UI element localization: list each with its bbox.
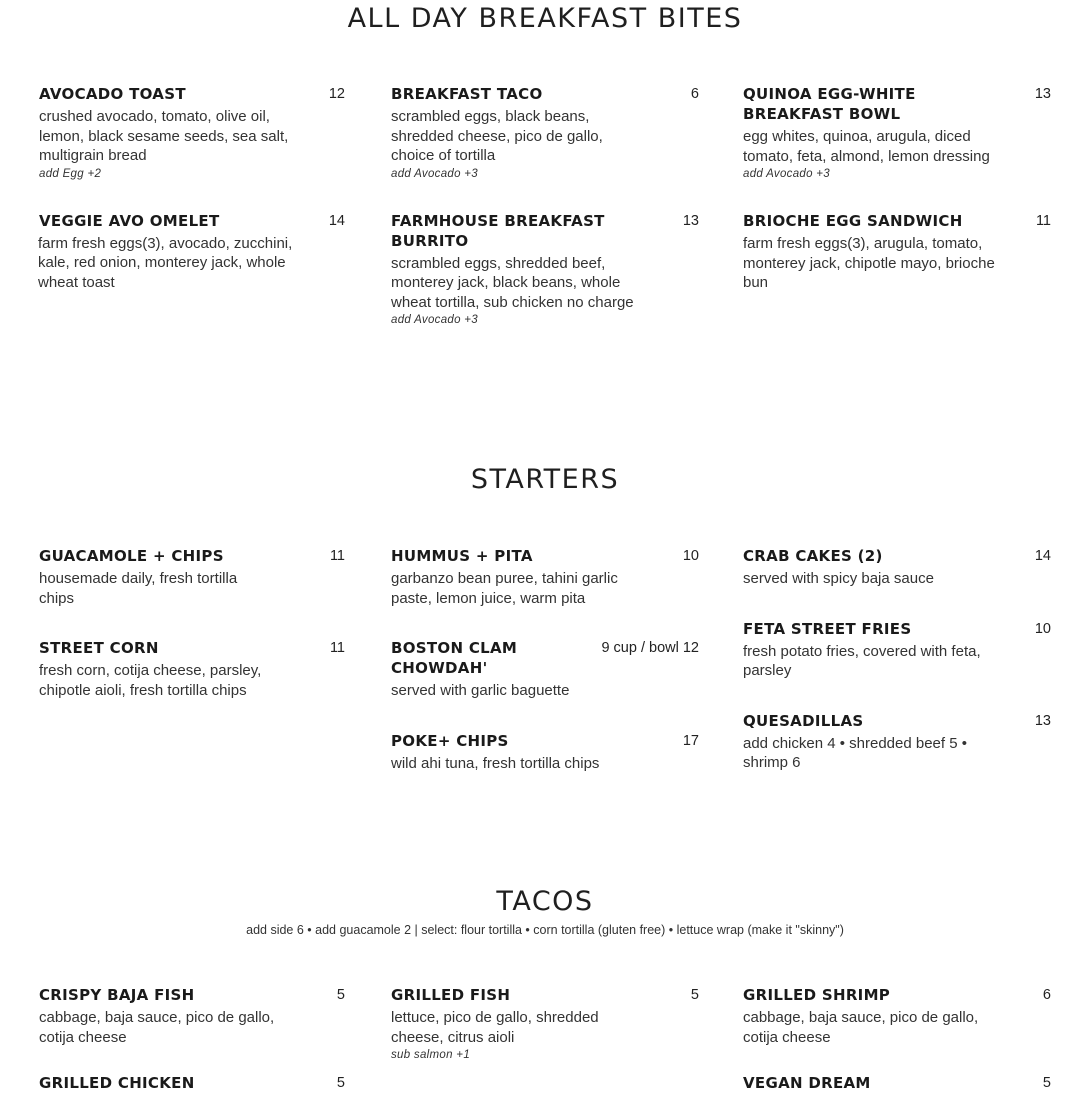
item-price: 14	[1034, 548, 1051, 564]
menu-item	[391, 546, 703, 608]
section-note-tacos: add side 6 • add guacamole 2 | select: flour tortilla • corn tortilla (gluten free) • lettuce wrap (make it "skinny")	[246, 923, 844, 937]
menu-item	[743, 211, 1051, 293]
item-price: 13	[682, 212, 699, 229]
item-description: housemade daily, fresh tortilla chips	[39, 570, 238, 607]
menu-item	[39, 985, 351, 1047]
menu-item	[743, 985, 1051, 1047]
item-price: 10	[1034, 620, 1051, 637]
item-description: served with garlic baguette	[391, 682, 570, 699]
item-price: 5	[336, 987, 345, 1003]
item-name: CRISPY BAJA FISH	[39, 986, 195, 1004]
item-price: 17	[682, 732, 699, 749]
section-title-breakfast: ALL DAY BREAKFAST BITES	[347, 3, 743, 34]
item-price: 6	[690, 86, 699, 102]
item-description: scrambled eggs, shredded beef, monterey jack, black beans, whole wheat tortilla, sub chicken no charge	[391, 254, 634, 311]
item-addon: sub salmon +1	[391, 1049, 471, 1061]
menu-item	[39, 211, 351, 293]
item-description: add chicken 4 • shredded beef 5 • shrimp 6	[743, 734, 967, 771]
item-name: FETA STREET FRIES	[743, 619, 912, 638]
item-addon: add Avocado +3	[743, 168, 831, 180]
section-title-starters: STARTERS	[470, 464, 620, 495]
item-name: GRILLED SHRIMP	[743, 986, 891, 1004]
item-price: 11	[1035, 213, 1051, 229]
starters-column-2	[391, 546, 703, 773]
breakfast-column-3	[743, 84, 1051, 293]
item-description: cabbage, baja sauce, pico de gallo, cotija cheese	[743, 1009, 979, 1046]
item-name: HUMMUS + PITA	[391, 547, 533, 565]
item-name: QUESADILLAS	[743, 711, 864, 730]
menu-item	[743, 84, 1051, 180]
item-price: 10	[682, 548, 699, 564]
menu-item	[391, 638, 703, 701]
tacos-column-2	[391, 985, 703, 1061]
item-description: farm fresh eggs(3), avocado, zucchini, kale, red onion, monterey jack, whole wheat toast	[38, 234, 293, 291]
item-price: 6	[1042, 987, 1051, 1003]
section-title-tacos: TACOS	[496, 886, 594, 917]
breakfast-column-2	[391, 84, 703, 326]
item-price: 5	[336, 1075, 345, 1091]
menu-item	[39, 546, 351, 608]
item-name: VEGGIE AVO OMELET	[39, 211, 220, 230]
starters-column-1	[39, 546, 351, 700]
item-price: 5	[1042, 1075, 1051, 1091]
item-description: served with spicy baja sauce	[743, 570, 934, 587]
breakfast-column-1	[39, 84, 351, 292]
menu-item	[39, 84, 351, 180]
menu-item	[743, 619, 1051, 681]
item-price: 5	[690, 987, 699, 1003]
menu-item	[743, 546, 1051, 589]
menu-item	[391, 985, 703, 1061]
item-name: VEGAN DREAM	[743, 1074, 871, 1092]
item-description: crushed avocado, tomato, olive oil, lemon, black sesame seeds, sea salt, multigrain bread	[39, 108, 289, 164]
item-name: BREAKFAST TACO	[391, 85, 543, 103]
item-description: lettuce, pico de gallo, shredded cheese, citrus aioli	[391, 1009, 599, 1046]
item-price: 9 cup / bowl 12	[601, 640, 699, 656]
item-name: BOSTON CLAM CHOWDAH'	[391, 639, 518, 677]
menu-item	[39, 638, 351, 700]
item-description: farm fresh eggs(3), arugula, tomato, monterey jack, chipotle mayo, brioche bun	[743, 235, 995, 291]
item-name: STREET CORN	[39, 639, 159, 657]
item-price: 11	[329, 548, 345, 564]
item-name: BRIOCHE EGG SANDWICH	[743, 212, 963, 230]
menu-item	[391, 731, 703, 774]
menu-item	[391, 211, 703, 327]
menu-item	[391, 84, 703, 180]
item-addon: add Avocado +3	[391, 314, 479, 326]
menu-item	[39, 1073, 351, 1093]
item-name: GRILLED CHICKEN	[39, 1074, 195, 1092]
item-price: 13	[1034, 712, 1051, 729]
item-description: cabbage, baja sauce, pico de gallo, cotija cheese	[39, 1009, 275, 1046]
item-addon: add Avocado +3	[391, 167, 479, 180]
item-price: 11	[329, 640, 345, 656]
item-description: fresh potato fries, covered with feta, parsley	[743, 642, 981, 679]
menu-item	[743, 1073, 1051, 1093]
item-name: CRAB CAKES (2)	[743, 547, 883, 565]
item-name: GUACAMOLE + CHIPS	[39, 547, 224, 565]
item-price: 13	[1034, 86, 1051, 102]
item-name: FARMHOUSE BREAKFAST BURRITO	[391, 211, 605, 250]
item-description: garbanzo bean puree, tahini garlic paste, lemon juice, warm pita	[391, 570, 618, 607]
item-description: egg whites, quinoa, arugula, diced tomato, feta, almond, lemon dressing	[743, 128, 990, 165]
item-name: POKE+ CHIPS	[391, 731, 509, 750]
menu-item	[743, 711, 1051, 773]
item-name: GRILLED FISH	[391, 986, 511, 1004]
item-name: AVOCADO TOAST	[39, 85, 186, 103]
item-description: wild ahi tuna, fresh tortilla chips	[391, 754, 600, 772]
item-name: QUINOA EGG-WHITE BREAKFAST BOWL	[743, 85, 916, 123]
item-addon: add Egg +2	[39, 167, 102, 180]
item-price: 12	[328, 86, 345, 102]
item-description: scrambled eggs, black beans, shredded cheese, pico de gallo, choice of tortilla	[391, 108, 603, 164]
tacos-column-1	[39, 985, 351, 1093]
starters-column-3	[743, 546, 1051, 773]
item-description: fresh corn, cotija cheese, parsley, chipotle aioli, fresh tortilla chips	[39, 662, 262, 699]
item-price: 14	[328, 212, 345, 229]
tacos-column-3	[743, 985, 1051, 1093]
